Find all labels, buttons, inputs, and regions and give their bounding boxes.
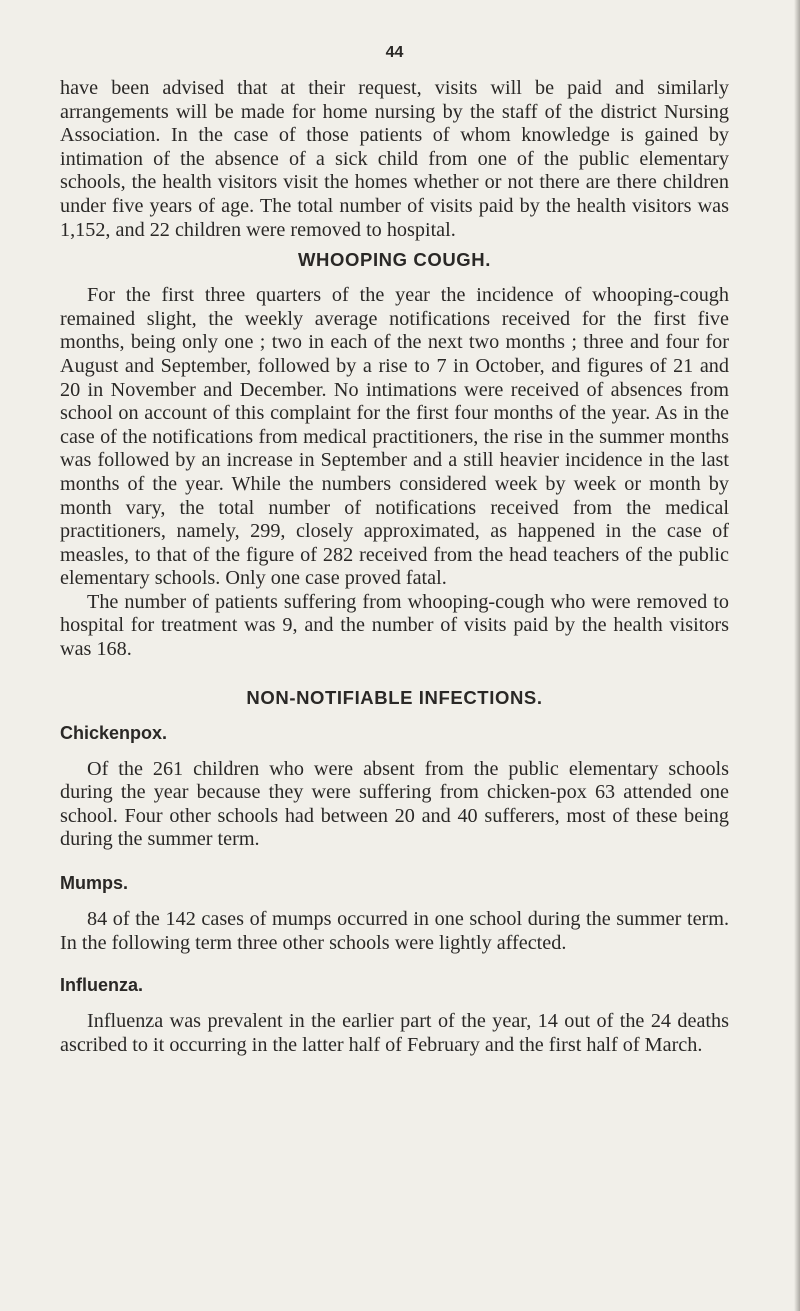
whooping-cough-heading: WHOOPING COUGH. [298,249,491,271]
chickenpox-heading: Chickenpox. [60,722,168,743]
intro-paragraph: have been advised that at their request, visits will be paid and similarly arrangements will be made for home nursing by the staff of the district Nursing Association. In the case of those patients of whom knowledge is gained by intimation of the absence of a sick child from one of the public elementary schools, the health visitors visit the homes whether or not there are there children under five years of age. The total number of visits paid by the health visitors was 1,152, and 22 children were removed to hospital. [60,77,729,241]
influenza-paragraph: Influenza was prevalent in the earlier part of the year, 14 out of the 24 deaths ascribed to it occurring in the latter half of February and the first half of March. [60,1010,729,1056]
non-notifiable-heading: NON-NOTIFIABLE INFECTIONS. [246,686,543,708]
page-edge-shadow [794,0,800,1311]
chickenpox-paragraph: Of the 261 children who were absent from the public elementary schools during the year because they were suffering from chicken-pox 63 attended one school. Four other schools had between 20 and 40 sufferers, most of these being during the summer term. [60,757,729,851]
mumps-heading: Mumps. [60,873,129,894]
whooping-cough-paragraph-2: The number of patients suffering from whooping-cough who were removed to hospital for treatment was 9, and the number of visits paid by the health visitors was 168. [60,590,729,661]
page-number: 44 [385,44,404,61]
mumps-paragraph: 84 of the 142 cases of mumps occurred in one school during the summer term. In the following term three other schools were lightly affected. [60,908,729,954]
influenza-heading: Influenza. [60,975,144,996]
whooping-cough-paragraph-1: For the first three quarters of the year the incidence of whooping-cough remained slight, the weekly average notifications received for the first five months, being only one ; two in each of the next two months ; three and four for August and September, followed by a rise to 7 in October, and figures of 21 and 20 in November and December. No intimations were received of absences from school on account of this complaint for the first four months of the year. As in the case of the notifications from medical practitioners, the rise in the summer months was followed by an increase in September and a still heavier incidence in the last months of the year. While the numbers considered week by week or month by month vary, the total number of notifications received from the medical practitioners, namely, 299, closely approximated, as happened in the case of measles, to that of the figure of 282 received from the head teachers of the public elementary schools. Only one case proved fatal. [60,284,729,590]
